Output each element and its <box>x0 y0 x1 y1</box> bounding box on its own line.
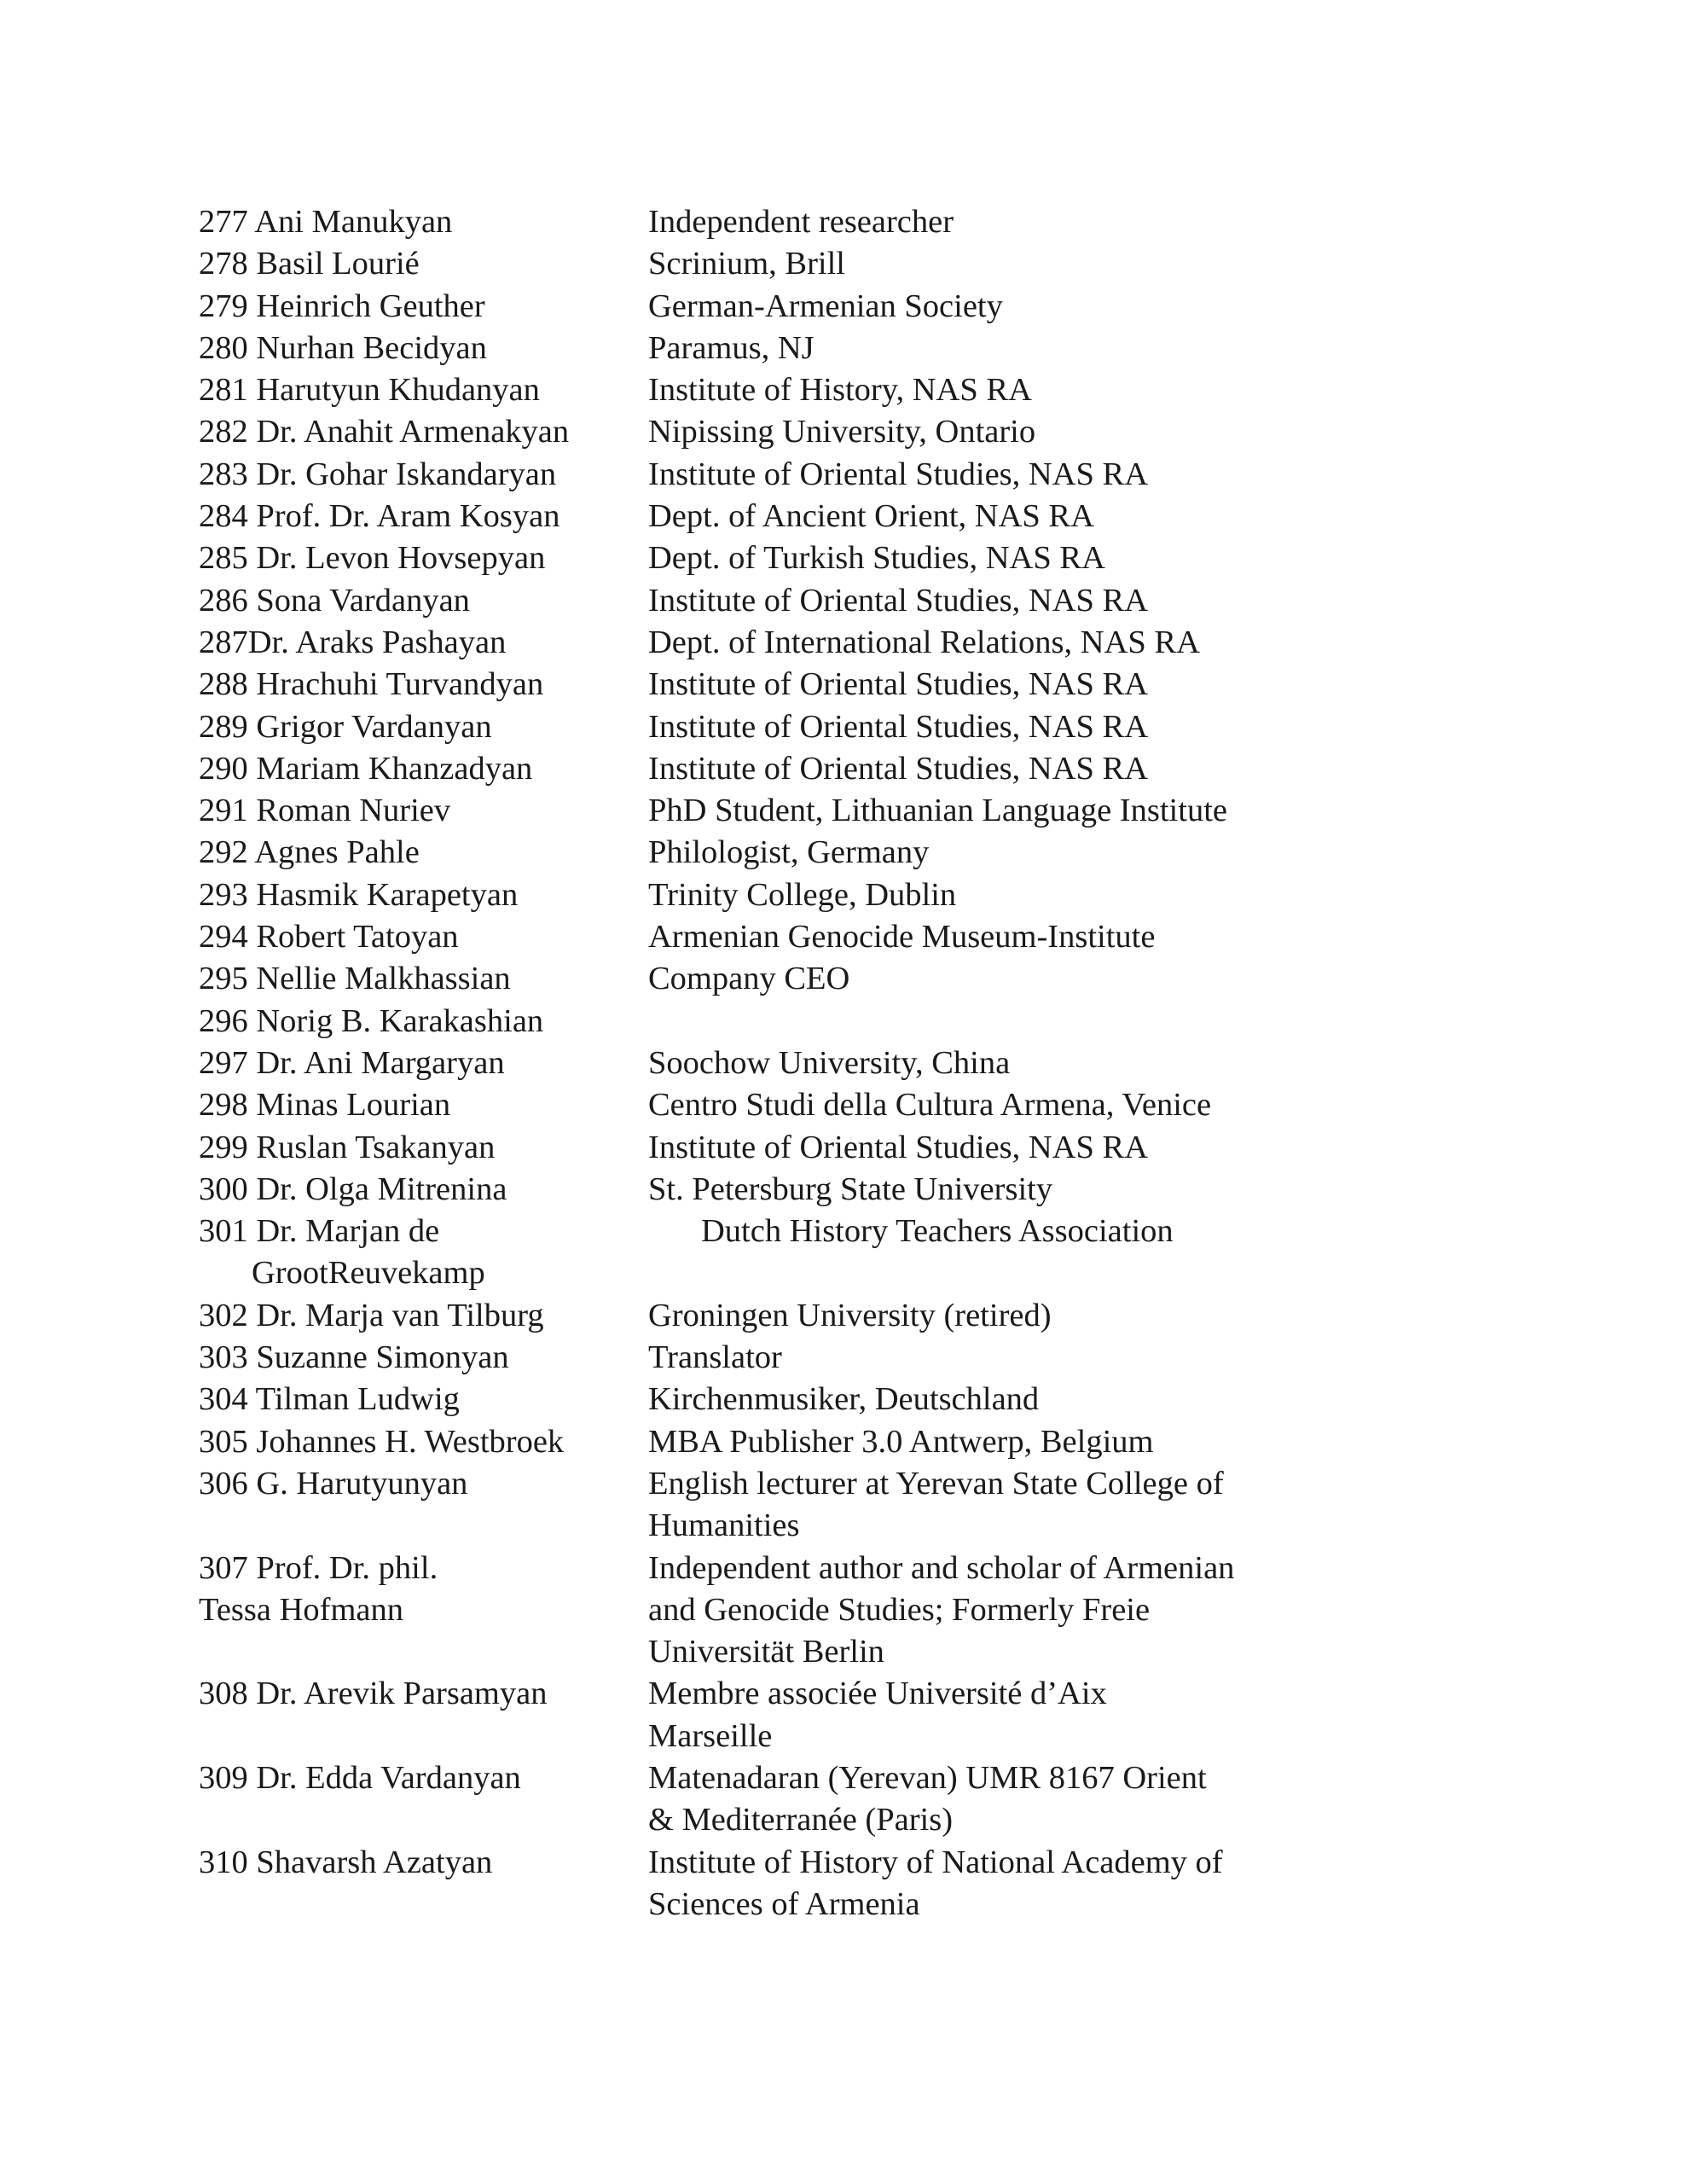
list-item <box>199 706 1307 748</box>
signatory-affiliation: Kirchenmusiker, Deutschland <box>648 1381 1040 1418</box>
signatory-affiliation: Institute of Oriental Studies, NAS RA <box>648 456 1149 492</box>
list-item <box>199 1842 1307 1926</box>
signatory-affiliation: St. Petersburg State University <box>648 1170 1053 1207</box>
signatory-affiliation: Nipissing University, Ontario <box>648 414 1036 450</box>
signatory-name: 298 Minas Lourian <box>199 1087 451 1124</box>
list-item <box>199 411 1307 453</box>
list-item <box>199 369 1307 411</box>
signatory-affiliation <box>648 1001 1279 1043</box>
signatory-name: 279 Heinrich Geuther <box>199 288 485 324</box>
signatory-affiliation: Institute of History of National Academy of Sciences of Armenia <box>648 1844 1223 1922</box>
signatory-affiliation: German-Armenian Society <box>648 288 1003 324</box>
signatory-name: 293 Hasmik Karapetyan <box>199 876 519 913</box>
signatory-affiliation: Soochow University, China <box>648 1044 1011 1081</box>
list-item <box>199 1548 1307 1674</box>
signatory-affiliation: Translator <box>648 1339 782 1376</box>
signatory-name: 278 Basil Lourié <box>199 246 420 282</box>
list-item <box>199 664 1307 706</box>
signatory-affiliation: Institute of Oriental Studies, NAS RA <box>648 708 1149 745</box>
list-item <box>199 243 1307 285</box>
list-item <box>199 1295 1307 1337</box>
signatory-name: 291 Roman Nuriev <box>199 793 451 829</box>
signatory-name: 303 Suzanne Simonyan <box>199 1339 509 1376</box>
signatory-name: 302 Dr. Marja van Tilburg <box>199 1297 544 1333</box>
signatory-name: 284 Prof. Dr. Aram Kosyan <box>199 498 560 535</box>
signatory-name: 285 Dr. Levon Hovsepyan <box>199 540 546 577</box>
list-item <box>199 580 1307 622</box>
signatory-affiliation: Independent author and scholar of Armenian and Genocide Studies; Formerly Freie Universität Berlin <box>648 1549 1235 1670</box>
signatory-list <box>199 201 1307 1926</box>
signatory-name: 308 Dr. Arevik Parsamyan <box>199 1676 548 1712</box>
signatory-affiliation: Dept. of International Relations, NAS RA <box>648 624 1200 660</box>
signatory-name: 288 Hrachuhi Turvandyan <box>199 666 544 703</box>
signatory-name: 289 Grigor Vardanyan <box>199 708 492 745</box>
signatory-affiliation: Centro Studi della Cultura Armena, Venice <box>648 1087 1212 1124</box>
signatory-affiliation: Philologist, Germany <box>648 834 930 871</box>
signatory-name: 292 Agnes Pahle <box>199 834 420 871</box>
signatory-affiliation: Paramus, NJ <box>648 329 815 366</box>
list-item <box>199 1673 1307 1757</box>
signatory-name: 307 Prof. Dr. phil. Tessa Hofmann <box>199 1549 438 1628</box>
signatory-name: 281 Harutyun Khudanyan <box>199 372 540 409</box>
list-item <box>199 496 1307 537</box>
signatory-affiliation: Institute of Oriental Studies, NAS RA <box>648 666 1149 703</box>
signatory-name: 305 Johannes H. Westbroek <box>199 1423 565 1460</box>
signatory-name: 301 Dr. Marjan de GrootReuvekamp <box>199 1213 485 1292</box>
list-item <box>199 286 1307 328</box>
list-item <box>199 328 1307 369</box>
signatory-affiliation: Dutch History Teachers Association <box>701 1213 1174 1250</box>
signatory-name: 295 Nellie Malkhassian <box>199 961 511 997</box>
list-item <box>199 1757 1307 1842</box>
signatory-name: 310 Shavarsh Azatyan <box>199 1844 493 1880</box>
signatory-name: 287Dr. Araks Pashayan <box>199 624 507 660</box>
list-item <box>199 1337 1307 1379</box>
list-item <box>199 1211 1307 1295</box>
list-item <box>199 874 1307 916</box>
signatory-name: 300 Dr. Olga Mitrenina <box>199 1170 507 1207</box>
signatory-affiliation: PhD Student, Lithuanian Language Institute <box>648 793 1227 829</box>
list-item <box>199 622 1307 664</box>
list-item <box>199 1379 1307 1420</box>
signatory-affiliation: Armenian Genocide Museum-Institute <box>648 919 1156 956</box>
signatory-affiliation: Matenadaran (Yerevan) UMR 8167 Orient & Mediterranée (Paris) <box>648 1759 1207 1838</box>
list-item <box>199 1084 1307 1126</box>
list-item <box>199 537 1307 579</box>
list-item <box>199 201 1307 243</box>
signatory-affiliation: Independent researcher <box>648 204 954 240</box>
signatory-affiliation: Membre associée Université d’Aix Marseille <box>648 1676 1107 1754</box>
signatory-name: 290 Mariam Khanzadyan <box>199 750 533 787</box>
signatory-name: 286 Sona Vardanyan <box>199 582 470 619</box>
signatory-name: 277 Ani Manukyan <box>199 204 453 240</box>
signatory-name: 299 Ruslan Tsakanyan <box>199 1129 496 1165</box>
list-item <box>199 916 1307 958</box>
signatory-affiliation: Scrinium, Brill <box>648 246 845 282</box>
list-item <box>199 1043 1307 1084</box>
signatory-name: 282 Dr. Anahit Armenakyan <box>199 414 570 450</box>
list-item <box>199 454 1307 496</box>
signatory-affiliation: Dept. of Ancient Orient, NAS RA <box>648 498 1094 535</box>
signatory-name: 304 Tilman Ludwig <box>199 1381 460 1418</box>
signatory-affiliation: MBA Publisher 3.0 Antwerp, Belgium <box>648 1423 1154 1460</box>
signatory-name: 294 Robert Tatoyan <box>199 919 459 956</box>
list-item <box>199 748 1307 790</box>
signatory-name: 306 G. Harutyunyan <box>199 1465 468 1502</box>
signatory-name: 297 Dr. Ani Margaryan <box>199 1044 505 1081</box>
signatory-affiliation: Trinity College, Dublin <box>648 876 957 913</box>
list-item <box>199 958 1307 1000</box>
signatory-affiliation: Institute of Oriental Studies, NAS RA <box>648 750 1149 787</box>
list-item <box>199 1001 1307 1043</box>
signatory-affiliation: Institute of History, NAS RA <box>648 372 1032 409</box>
signatory-affiliation: Company CEO <box>648 961 850 997</box>
list-item <box>199 1169 1307 1211</box>
list-item <box>199 1421 1307 1463</box>
signatory-name: 280 Nurhan Becidyan <box>199 329 487 366</box>
signatory-name: 296 Norig B. Karakashian <box>199 1002 544 1039</box>
signatory-affiliation: Institute of Oriental Studies, NAS RA <box>648 582 1149 619</box>
list-item <box>199 1463 1307 1548</box>
signatory-affiliation: Dept. of Turkish Studies, NAS RA <box>648 540 1105 577</box>
signatory-affiliation: Institute of Oriental Studies, NAS RA <box>648 1129 1149 1165</box>
list-item <box>199 790 1307 832</box>
list-item <box>199 832 1307 874</box>
signatory-name: 309 Dr. Edda Vardanyan <box>199 1759 521 1796</box>
signatory-affiliation: Groningen University (retired) <box>648 1297 1052 1333</box>
signatory-name: 283 Dr. Gohar Iskandaryan <box>199 456 557 492</box>
signatory-affiliation: English lecturer at Yerevan State College of Humanities <box>648 1465 1224 1544</box>
list-item <box>199 1127 1307 1169</box>
